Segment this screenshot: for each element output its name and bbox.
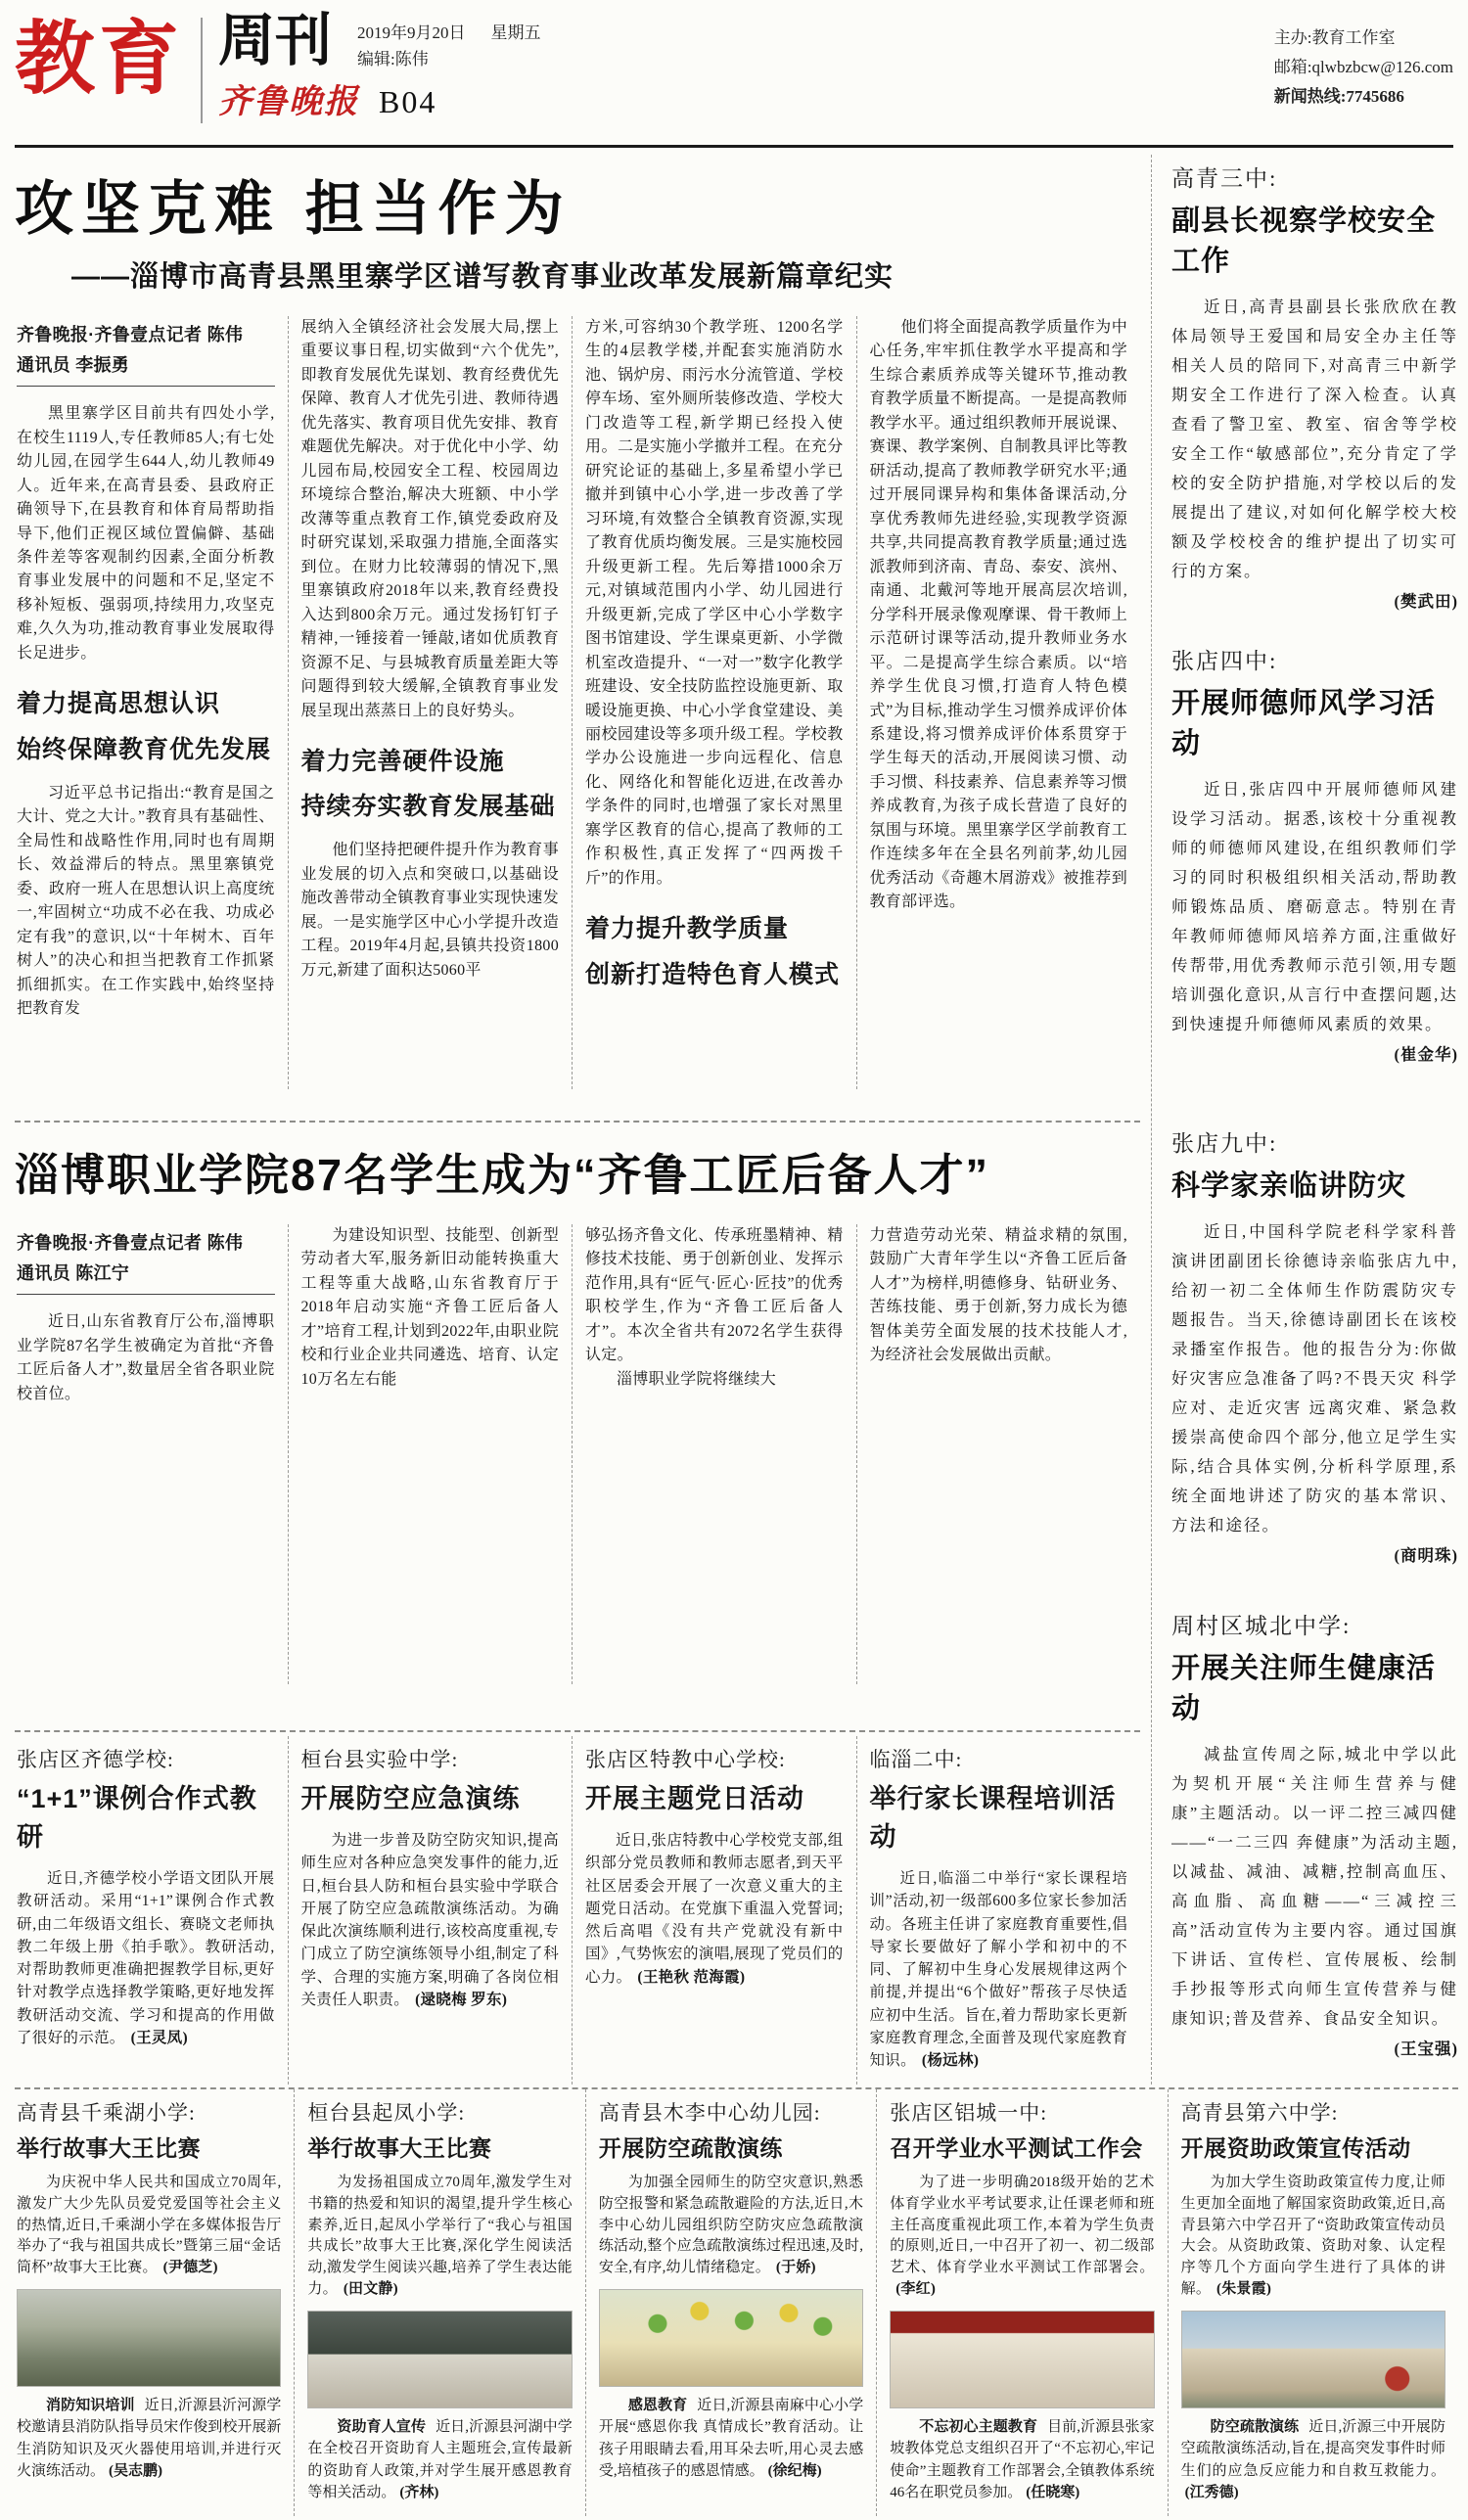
lead-column-3	[572, 316, 856, 1089]
subhead-line: 持续夯实教育发展基础	[300, 793, 556, 821]
paper-name: 齐鲁晚报	[218, 84, 360, 121]
section-subhead	[17, 681, 275, 772]
brief-text: 为庆祝中华人民共和国成立70周年,激发广大少先队员爱党爱国等社会主义的热情,近日,千乘湖小学在多媒体报告厅举办了“我与祖国共成长”暨第三届“金话筒杯”故事大王比赛。	[17, 2175, 282, 2275]
news-photo-campus	[1181, 2311, 1445, 2408]
sidebar-article	[1171, 1602, 1458, 2085]
news-photo-meeting	[890, 2311, 1154, 2408]
brief-body	[599, 2173, 863, 2279]
lead-article	[15, 159, 1140, 1123]
lead-column-2	[288, 316, 573, 1089]
editor-credit: 编辑:陈伟	[357, 50, 429, 69]
caption-title: 感恩教育	[627, 2396, 688, 2413]
sidebar-body: 减盐宣传周之际,城北中学以此为契机开展“关注师生营养与健康”主题活动。以一评二控三减四健——“一二三四 奔健康”为活动主题,以减盐、减油、减糖,控制高血压、高血脂、高血糖——“三减控三高”活动宣传为主要内容。通过国旗下讲话、宣传栏、宣传展板、绘制手抄报等形式向师生宣传营养与健康知识;普及营养、食品安全知识。	[1171, 1745, 1458, 2029]
news-hotline: 新闻热线:7745686	[1273, 86, 1404, 106]
sidebar-body: 近日,中国科学院老科学家科普演讲团副团长徐德诗亲临张店九中,给初一初二全体师生作防震防灾专题报告。当天,徐德诗副团长在该校录播室作报告。他的报告分为:你做好灾害应急准备了吗?不畏天灾 科学应对、走近灾害 远离灾难、紧急救援崇高使命四个部分,他立足学生实际,结合具体实例,分析科学原理,系统全面地讲述了防灾的基本常识、方法和途径。	[1171, 1222, 1458, 1535]
section-subhead	[585, 906, 844, 997]
photo-briefs-band	[15, 2087, 1458, 2516]
photo-brief-article	[876, 2089, 1167, 2516]
sidebar-title: 科学家亲临讲防灾	[1171, 1170, 1407, 1202]
brief-text: 近日,临淄二中举行“家长课程培训”活动,初一级部600多位家长参加活动。各班主任讲了家庭教育重要性,倡导家长要做好了解小学和初中的不同、了解初中生身心发展规律这两个前提,并提出“6个做好”帮孩子尽快适应初中生活。旨在,着力帮助家长更新家庭教育理念,全面普及现代家庭教育知识。	[869, 1870, 1127, 2069]
sidebar-article	[1171, 637, 1458, 1120]
subhead-line: 着力完善硬件设施	[300, 747, 505, 775]
paragraph: 习近平总书记指出:“教育是国之大计、党之大计。”教育具有基础性、全局性和战略性作用,同时也有周期长、效益滞后的特点。黑里寨镇党委、政府一班人在思想认识上高度统一,牢固树立“功成不必在我、功成必定有我”的意识,以“十年树木、百年树人”的决心和担当把教育工作抓紧抓细抓实。在工作实践中,始终坚持把教育发	[17, 784, 275, 1018]
sidebar-author: (王宝强)	[1394, 2039, 1458, 2059]
second-column-3	[572, 1224, 856, 1684]
brief-kicker: 高青县第六中学:	[1180, 2101, 1339, 2125]
second-column-2	[288, 1224, 573, 1684]
sidebar-title: 开展关注师生健康活动	[1171, 1653, 1437, 1724]
byline	[17, 1228, 275, 1295]
issue-weekday: 星期五	[490, 23, 541, 42]
sidebar-body: 近日,张店四中开展师德师风建设学习活动。据悉,该校十分重视教师的师德师风建设,在组织教师们学习的同时积极组织相关活动,帮助教师锻炼品质、磨砺意志。特别在青年教师师德师风培养方面,注重做好传帮带,用优秀教师示范引领,用专题培训强化意识,从言行中查摆问题,达到快速提升师德师风素质的效果。	[1171, 780, 1458, 1034]
brief-kicker: 张店区特教中心学校:	[585, 1748, 786, 1771]
masthead-left	[15, 10, 541, 145]
brief-article	[288, 1736, 573, 2085]
brief-body	[890, 2173, 1154, 2301]
photo-caption	[307, 2416, 572, 2504]
sidebar-kicker: 周村区城北中学:	[1171, 1614, 1352, 1638]
brief-author: (王灵凤)	[130, 2029, 188, 2046]
brief-author: (于娇)	[775, 2260, 816, 2275]
caption-author: (任晓寒)	[1026, 2485, 1080, 2500]
caption-author: (齐林)	[399, 2485, 439, 2500]
subhead-line: 创新打造特色育人模式	[585, 960, 841, 988]
brief-title: 开展主题党日活动	[585, 1784, 804, 1813]
caption-title: 不忘初心主题教育	[919, 2417, 1038, 2435]
sidebar-title: 开展师德师风学习活动	[1171, 688, 1437, 759]
caption-text: 近日,沂源县南麻中心小学开展“感恩你我 真情成长”教育活动。让孩子用眼睛去看,用耳朵去听,用心灵去感受,培植孩子的感恩情感。	[598, 2397, 864, 2480]
brief-text: 为了进一步明确2018级开始的艺术体育学业水平考试要求,让任课老师和班主任高度重视此项工作,本着为学生负责的原则,近日,一中召开了初一、初二级部艺术、体育学业水平测试工作部署会。	[890, 2175, 1155, 2275]
byline	[17, 320, 275, 387]
photo-caption	[1181, 2416, 1445, 2504]
photo-brief-article	[1168, 2089, 1458, 2516]
lead-subheadline: ——淄博市高青县黑里寨学区谱写教育事业改革发展新篇章纪实	[71, 261, 895, 293]
brief-text: 近日,张店特教中心学校党支部,组织部分党员教师和教师志愿者,到天平社区居委会开展了一次意义重大的主题党日活动。在党旗下重温入党誓词;然后高唱《没有共产党就没有新中国》,气势恢宏的演唱,展现了党员们的心力。	[585, 1832, 844, 1986]
lead-column-1	[15, 316, 288, 1089]
news-photo-fire-training	[17, 2289, 281, 2387]
sidebar-article	[1171, 1120, 1458, 1602]
lead-columns	[15, 316, 1140, 1089]
brief-article	[856, 1736, 1141, 2085]
brief-title: 开展防空疏散演练	[598, 2135, 783, 2161]
second-headline: 淄博职业学院87名学生成为“齐鲁工匠后备人才”	[15, 1150, 990, 1200]
paragraph: 淄博职业学院将继续大	[617, 1370, 777, 1388]
lead-column-4	[856, 316, 1141, 1089]
sidebar-body: 近日,高青县副县长张欣欣在教体局领导王爱国和局安全办主任等相关人员的陪同下,对高青三中新学期安全工作进行了深入检查。认真查看了警卫室、教室、宿舍等学校安全工作“敏感部位”,充分肯定了学校的安全防护措施,对学校以后的发展提出了建议,对如何化解学校大校额及学校校舍的维护提出了切实可行的方案。	[1171, 298, 1458, 581]
brief-kicker: 高青县千乘湖小学:	[17, 2101, 196, 2125]
brief-kicker: 桓台县起凤小学:	[307, 2101, 466, 2125]
second-column-1	[15, 1224, 288, 1684]
paragraph: 展纳入全镇经济社会发展大局,摆上重要议事日程,切实做到“六个优先”,即教育发展优先谋划、教育经费优先保障、教育人才优先引进、教师待遇优先落实、教育项目优先安排、教育难题优先解决。对于优化中小学、幼儿园布局,校园安全工程、校园周边环境综合整治,解决大班额、中小学改薄等重点教育工作,镇党委政府及时研究谋划,采取强力措施,全面落实到位。在财力比较薄弱的情况下,黑里寨镇政府2018年以来,教育经费投入达到800余万元。通过发扬钉钉子精神,一锤接着一锤敲,诸如优质教育资源不足、与县城教育质量差距大等问题得到较大缓解,全镇教育事业发展呈现出蒸蒸日上的良好势头。	[300, 319, 559, 719]
caption-author: (江秀德)	[1184, 2485, 1239, 2500]
news-photo-kindergarten	[599, 2289, 863, 2387]
caption-text: 近日,沂源县河湖中学在全校召开资助育人主题班会,宣传最新的资助育人政策,并对学生展开感恩教育等相关活动。	[307, 2418, 573, 2500]
masthead-mid	[218, 10, 541, 122]
caption-title: 防空疏散演练	[1210, 2417, 1300, 2435]
brief-text: 为加强全园师生的防空灾意识,熟悉防空报警和紧急疏散避险的方法,近日,木李中心幼儿园组织防空防灾应急疏散演练活动,整个应急疏散演练过程迅速,及时,安全,有序,幼儿情绪稳定。	[598, 2175, 864, 2275]
briefs-columns	[15, 1736, 1140, 2085]
sidebar-article	[1171, 155, 1458, 637]
brief-title: 开展资助政策宣传活动	[1180, 2135, 1411, 2161]
briefs-band	[15, 1736, 1140, 2085]
masthead-divider	[201, 18, 203, 123]
photo-caption	[599, 2395, 863, 2483]
subhead-line: 着力提高思想认识	[17, 690, 221, 718]
paragraph: 够弘扬齐鲁文化、传承班墨精神、精修技术技能、勇于创新创业、发挥示范作用,具有“匠气·匠心·匠技”的优秀职校学生,作为“齐鲁工匠后备人才”。本次全省共有2072名学生获得认定。	[585, 1227, 844, 1364]
sidebar-author: (商明珠)	[1394, 1546, 1458, 1566]
brief-title: 召开学业水平测试工作会	[890, 2135, 1143, 2161]
brief-body	[17, 2173, 281, 2279]
paragraph: 方米,可容纳30个教学班、1200名学生的4层教学楼,并配套实施消防水池、锅炉房、雨污水分流管道、学校停车场、室外厕所装修改造、学校大门改造等工程,新学期已经投入使用。二是实施小学撤并工程。在充分研究论证的基础上,多星希望小学已撤并到镇中心小学,进一步改善了学习环境,有效整合全镇教育资源,实现了教育优质均衡发展。三是实施校园升级更新工程。先后筹措1000余万元,对镇域范围内小学、幼儿园进行升级更新,完成了学区中心小学数字图书馆建设、学生课桌更新、小学微机室改造提升、“一对一”数字化教学班建设、安全技防监控设施更新、取暖设施更换、中心小学食堂建设、美丽校园建设等多项升级工程。学校教学办公设施进一步向远程化、信息化、网络化和智能化迈进,在改善办学条件的同时,也增强了家长对黑里寨学区教育的信心,提高了教师的工作积极性,真正发挥了“四两拨千斤”的作用。	[585, 319, 844, 887]
brief-author: (杨远林)	[921, 2052, 980, 2069]
brief-body	[1181, 2173, 1445, 2301]
brief-text: 为进一步普及防空防灾知识,提高师生应对各种应急突发事件的能力,近日,桓台县人防和桓台县实验中学联合开展了防空应急疏散演练活动。为确保此次演练顺利进行,该校高度重视,专门成立了防空演练领导小组,制定了科学、合理的实施方案,明确了各岗位相关责任人职责。	[300, 1832, 559, 2008]
paragraph: 近日,山东省教育厅公布,淄博职业学院87名学生被确定为首批“齐鲁工匠后备人才”,数量居全省各职业院校首位。	[17, 1313, 275, 1402]
paragraph: 他们将全面提高教学质量作为中心任务,牢牢抓住教学水平提高和学生综合素质养成等关键环节,推动教育教学质量不断提高。一是提高教师教学水平。通过组织教师开展说课、赛课、教学案例、自制教具评比等教研活动,提高了教师教学研究水平;通过开展同课异构和集体备课活动,分享优秀教师先进经验,实现教学资源共享,共同提高教育教学质量;通过选派教师到济南、青岛、泰安、滨州、南通、北戴河等地开展高层次培训,分学科开展录像观摩课、骨干教师上示范研讨课等活动,提升教师业务水平。二是提高学生综合素质。以“培养学生优良习惯,打造育人特色模式”为目标,推动学生习惯养成评价体系建设,将习惯养成评价体系贯穿于学生每天的活动,开展阅读习惯、动手习惯、科技素养、信息素养等习惯养成教育,为孩子成长营造了良好的氛围与环境。黑里寨学区学前教育工作连续多年在全县名列前茅,幼儿园优秀活动《奇趣木屑游戏》被推荐到教育部评选。	[869, 319, 1127, 911]
section-logo: 教育	[15, 15, 184, 104]
caption-author: (吴志鹏)	[109, 2463, 163, 2480]
weekly-label: 周刊	[218, 9, 333, 72]
caption-text: 近日,沂源三中开展防空疏散演练活动,旨在,提高突发事件时师生们的应急反应能力和自救互救能力。	[1180, 2418, 1446, 2479]
brief-title: “1+1”课例合作式教研	[17, 1784, 257, 1852]
sidebar-kicker: 张店九中:	[1171, 1131, 1278, 1156]
reporter-credit: 齐鲁晚报·齐鲁壹点记者 陈伟	[17, 1233, 244, 1253]
brief-text: 为发扬祖国成立70周年,激发学生对书籍的热爱和知识的渴望,提升学生核心素养,近日,起凤小学举行了“我心与祖国共成长”故事大王比赛,深化学生阅读活动,激发学生阅读兴趣,培养了学生表达能力。	[307, 2175, 573, 2297]
brief-author: (尹德芝)	[162, 2260, 218, 2275]
brief-kicker: 桓台县实验中学:	[300, 1748, 459, 1771]
subhead-line: 着力提升教学质量	[585, 915, 790, 943]
photo-brief-article	[585, 2089, 876, 2516]
brief-body	[301, 1829, 560, 2011]
reporter-credit: 齐鲁晚报·齐鲁壹点记者 陈伟	[17, 325, 244, 344]
brief-title: 举行故事大王比赛	[307, 2135, 492, 2161]
caption-author: (徐纪梅)	[767, 2463, 822, 2480]
brief-article	[572, 1736, 856, 2085]
photo-caption	[890, 2416, 1154, 2504]
correspondent-credit: 通讯员 李振勇	[17, 354, 130, 375]
brief-body	[17, 1867, 275, 2049]
sidebar-kicker: 张店四中:	[1171, 649, 1278, 673]
correspondent-credit: 通讯员 陈江宁	[17, 1262, 130, 1283]
photo-brief-article	[15, 2089, 294, 2516]
issue-date: 2019年9月20日	[357, 23, 466, 42]
photo-caption	[17, 2395, 281, 2483]
brief-text: 为加大学生资助政策宣传力度,让师生更加全面地了解国家资助政策,近日,高青县第六中学召开了“资助政策宣传动员大会。从资助政策、资助对象、认定程序等几个方面向学生进行了具体的讲解。	[1180, 2175, 1446, 2297]
caption-title: 消防知识培训	[46, 2396, 135, 2413]
brief-author: (逯晓梅 罗东)	[415, 1991, 508, 2008]
brief-author: (朱景霞)	[1216, 2280, 1272, 2297]
paragraph: 黑里寨学区目前共有四处小学,在校生1119人,专任教师85人;有七处幼儿园,在园学生644人,幼儿教师49人。近年来,在高青县委、县政府正确领导下,在县教育和体育局帮助指导下,他们正视区域位置偏僻、基础条件差等客观制约因素,全面分析教育事业发展中的问题和不足,坚定不移补短板、强弱项,持续用力,攻坚克难,久久为功,推动教育事业发展取得长足进步。	[17, 405, 275, 662]
brief-author: (李红)	[895, 2280, 937, 2297]
issue-info	[357, 20, 541, 72]
brief-title: 开展防空应急演练	[300, 1784, 521, 1813]
photo-brief-article	[294, 2089, 584, 2516]
section-subhead	[301, 739, 560, 830]
brief-body	[870, 1867, 1128, 2072]
paragraph: 为建设知识型、技能型、创新型劳动者大军,服务新旧动能转换重大工程等重大战略,山东省教育厅于2018年启动实施“齐鲁工匠后备人才”培育工程,计划到2022年,由职业院校和行业企业共同遴选、培育、认定10万名左右能	[300, 1227, 559, 1388]
contact-email: 邮箱:qlwbzbcw@126.com	[1273, 57, 1453, 76]
lead-headline: 攻坚克难 担当作为	[15, 176, 572, 242]
sidebar-title: 副县长视察学校安全工作	[1171, 206, 1437, 277]
brief-author: (田文静)	[343, 2280, 398, 2297]
right-sidebar	[1151, 155, 1458, 2085]
second-columns	[15, 1224, 1140, 1684]
paragraph: 力营造劳动光荣、精益求精的氛围,鼓励广大青年学生以“齐鲁工匠后备人才”为榜样,明德修身、钻研业务、苦练技能、勇于创新,努力成长为德智体美劳全面发展的技术技能人才,为经济社会发展做出贡献。	[869, 1227, 1127, 1364]
sidebar-author: (崔金华)	[1394, 1045, 1458, 1065]
photo-briefs-columns	[15, 2089, 1458, 2516]
second-column-4	[856, 1224, 1141, 1684]
second-article	[15, 1125, 1140, 1732]
paragraph: 他们坚持把硬件提升作为教育事业发展的切入点和突破口,以基础设施改善带动全镇教育事业实现快速发展。一是实施学区中心小学提升改造工程。2019年4月起,县镇共投资1800万元,新建了面积达5060平	[300, 842, 559, 979]
caption-title: 资助育人宣传	[337, 2417, 427, 2435]
brief-body	[307, 2173, 572, 2301]
contact-info	[1274, 23, 1453, 145]
page-number: B04	[379, 84, 437, 120]
sidebar-kicker: 高青三中:	[1171, 166, 1278, 191]
brief-kicker: 张店区铝城一中:	[890, 2101, 1048, 2125]
brief-text: 近日,齐德学校小学语文团队开展教研活动。采用“1+1”课例合作式教研,由二年级语文组长、赛晓文老师执教二年级上册《拍手歌》。教研活动,对帮助教师更准确把握教学目标,更好针对教学点选择教学策略,更好地发挥教研活动交流、学习和提高的作用做了很好的示范。	[17, 1870, 275, 2046]
sidebar-author: (樊武田)	[1394, 592, 1458, 612]
brief-kicker: 张店区齐德学校:	[17, 1748, 174, 1771]
brief-title: 举行故事大王比赛	[17, 2135, 201, 2161]
brief-body	[585, 1829, 844, 1989]
brief-article	[15, 1736, 288, 2085]
masthead	[15, 10, 1453, 148]
organizer: 主办:教育工作室	[1273, 28, 1396, 47]
brief-author: (王艳秋 范海霞)	[637, 1968, 746, 1986]
caption-text: 近日,沂源县沂河源学校邀请县消防队指导员宋作俊到校开展新生消防知识及灭火器使用培训,并进行灭火演练活动。	[17, 2397, 282, 2480]
brief-title: 举行家长课程培训活动	[869, 1784, 1117, 1852]
brief-kicker: 高青县木李中心幼儿园:	[598, 2101, 821, 2125]
subhead-line: 始终保障教育优先发展	[17, 735, 272, 763]
brief-kicker: 临淄二中:	[869, 1748, 963, 1771]
news-photo-classroom	[307, 2311, 572, 2408]
caption-text: 目前,沂源县张家坡教体党总支组织召开了“不忘初心,牢记使命”主题教育工作部署会,全镇教体系统46名在职党员参加。	[890, 2418, 1155, 2500]
